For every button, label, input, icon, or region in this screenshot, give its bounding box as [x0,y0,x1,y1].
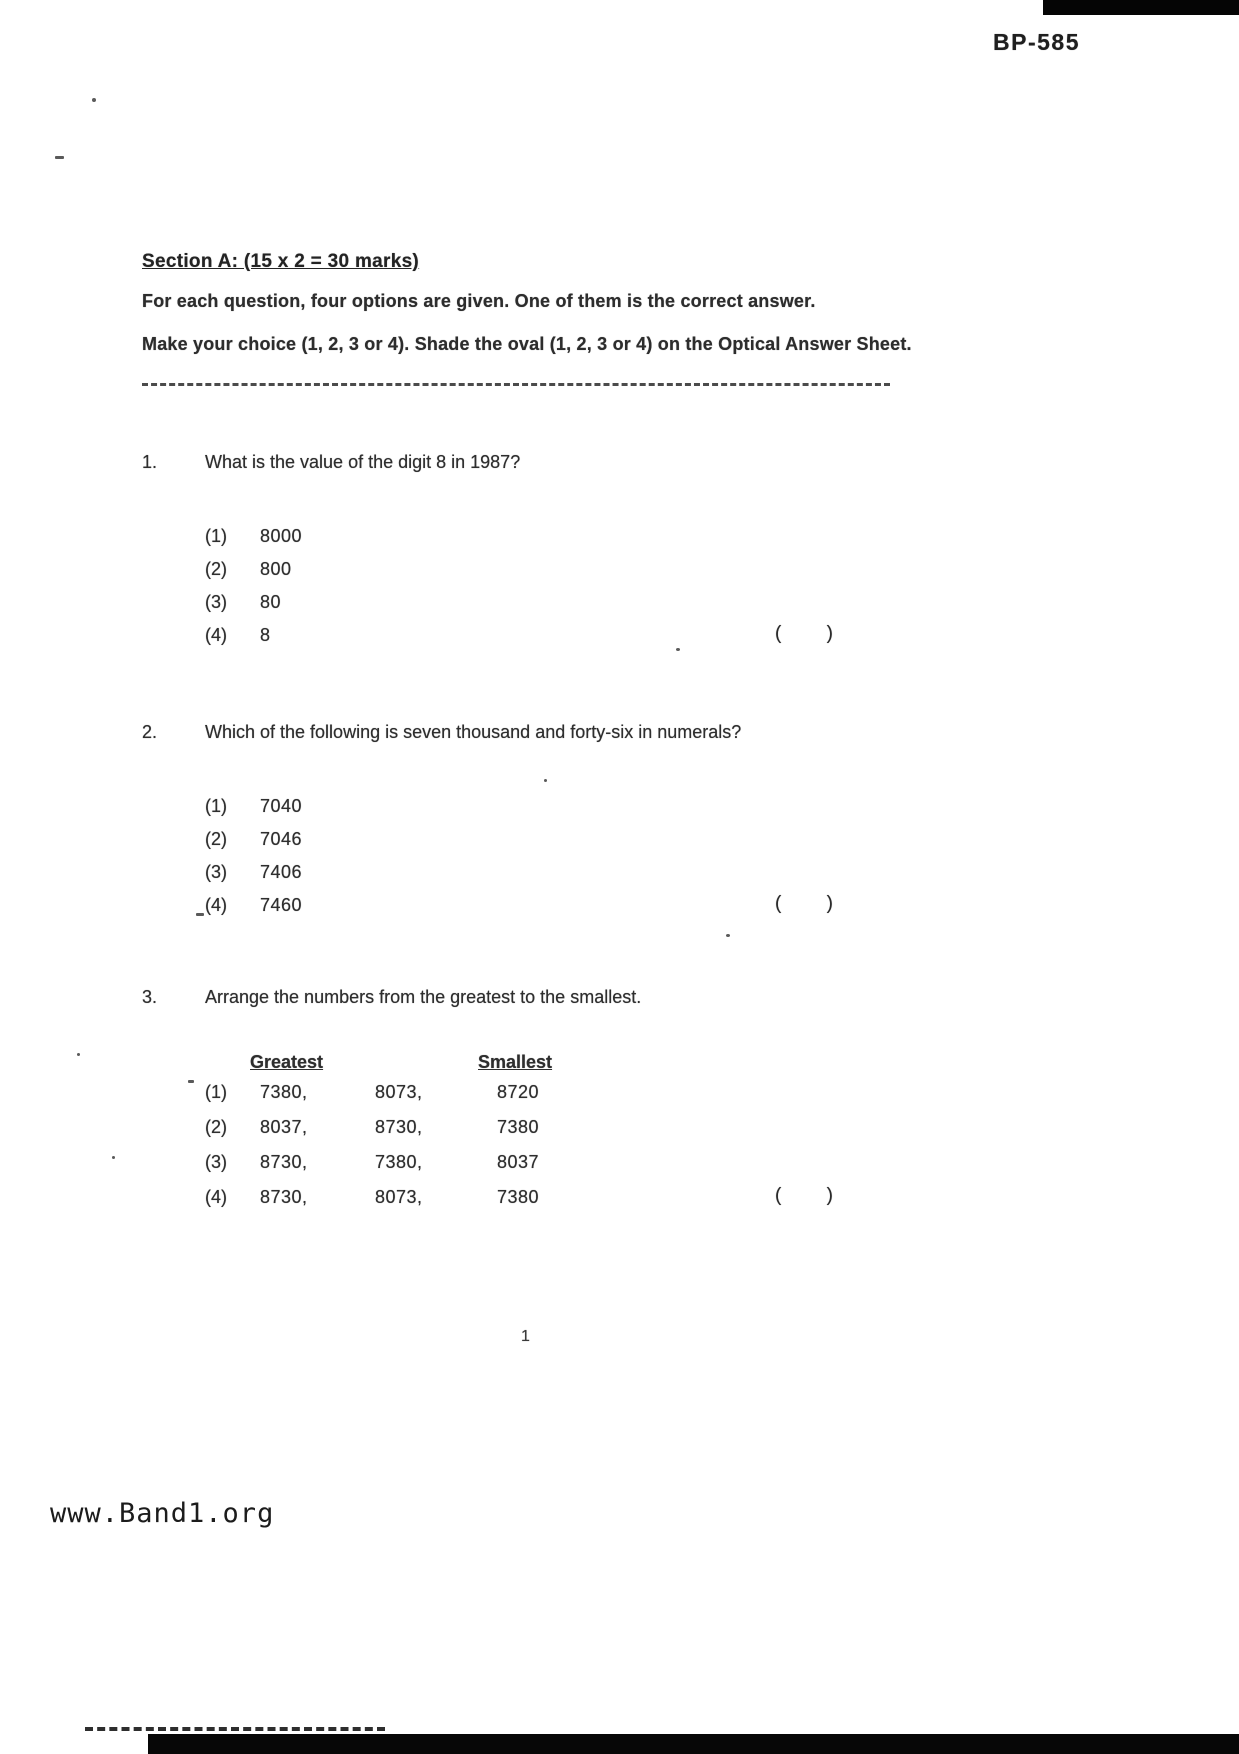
option-label: (4) [205,895,227,915]
question-1-header [142,450,902,474]
bracket-close-icon: ) [826,623,833,644]
answer-brackets [775,623,833,645]
scan-artifact [112,1156,115,1159]
cell-value: 7380, [375,1152,423,1172]
question-2-header [142,720,902,744]
option-value: 8000 [260,526,303,546]
cell-value: 8730, [375,1117,423,1137]
option-value: 7046 [260,829,303,849]
cell-value: 7380 [497,1187,540,1207]
footer-url: www.Band1.org [50,1498,275,1529]
question-3 [142,985,902,1222]
scan-edge-bar-bottom [148,1734,1239,1754]
question-3-rows [142,1082,902,1222]
option-label: (2) [205,559,227,579]
cell-value: 7380 [497,1117,540,1137]
question-number: 2. [142,722,158,742]
scan-dashed-line-bottom [85,1727,385,1731]
question-2 [142,720,902,928]
question-text: Arrange the numbers from the greatest to the smallest. [205,987,642,1007]
option-label: (2) [205,1117,227,1137]
option-row [142,559,902,592]
table-row [142,1187,902,1222]
section-divider-line [142,383,890,386]
question-3-header [142,985,902,1009]
cell-value: 8730, [260,1187,308,1207]
scan-artifact [55,156,64,159]
scan-edge-bar-top [1043,0,1239,15]
option-row [142,862,902,895]
column-header-greatest: Greatest [250,1052,324,1072]
scan-artifact [77,1053,80,1056]
option-label: (3) [205,592,227,612]
bracket-close-icon: ) [826,893,833,914]
cell-value: 8073, [375,1187,423,1207]
bracket-open-icon: ( [775,1185,782,1206]
question-text: Which of the following is seven thousand and forty-six in numerals? [205,722,742,742]
option-row [142,592,902,625]
option-value: 7040 [260,796,303,816]
cell-value: 8037 [497,1152,540,1172]
option-value: 7406 [260,862,303,882]
cell-value: 8720 [497,1082,540,1102]
bracket-open-icon: ( [775,623,782,644]
question-number: 3. [142,987,158,1007]
scan-artifact [676,648,680,651]
scan-artifact [92,98,96,102]
answer-brackets [775,893,833,915]
option-label: (1) [205,796,227,816]
option-label: (1) [205,526,227,546]
option-row [142,796,902,829]
scan-artifact [188,1080,194,1083]
option-label: (1) [205,1082,227,1102]
scan-artifact [196,913,204,916]
question-text: What is the value of the digit 8 in 1987? [205,452,521,472]
option-value: 7460 [260,895,303,915]
option-row [142,895,902,928]
answer-brackets [775,1185,833,1207]
bracket-close-icon: ) [826,1185,833,1206]
question-number: 1. [142,452,158,472]
option-row [142,829,902,862]
instructions-line-1: For each question, four options are given. One of them is the correct answer. [142,291,816,311]
scan-artifact [726,934,730,937]
table-row [142,1152,902,1187]
section-heading: Section A: (15 x 2 = 30 marks) [142,251,420,272]
option-label: (4) [205,625,227,645]
bracket-open-icon: ( [775,893,782,914]
table-row [142,1117,902,1152]
option-value: 800 [260,559,292,579]
cell-value: 7380, [260,1082,308,1102]
table-row [142,1082,902,1117]
question-3-column-headers [142,1052,902,1082]
question-1-options [142,526,902,658]
scan-artifact [544,779,547,782]
instructions-line-2: Make your choice (1, 2, 3 or 4). Shade the oval (1, 2, 3 or 4) on the Optical Answer Sheet. [142,334,912,354]
cell-value: 8037, [260,1117,308,1137]
question-1 [142,450,902,658]
option-value: 80 [260,592,282,612]
cell-value: 8073, [375,1082,423,1102]
document-code: BP-585 [993,29,1080,55]
option-label: (4) [205,1187,227,1207]
question-2-options [142,796,902,928]
option-label: (3) [205,862,227,882]
column-header-smallest: Smallest [478,1052,553,1072]
option-row [142,625,902,658]
option-value: 8 [260,625,271,645]
option-label: (2) [205,829,227,849]
cell-value: 8730, [260,1152,308,1172]
page-number: 1 [521,1328,530,1345]
option-row [142,526,902,559]
option-label: (3) [205,1152,227,1172]
